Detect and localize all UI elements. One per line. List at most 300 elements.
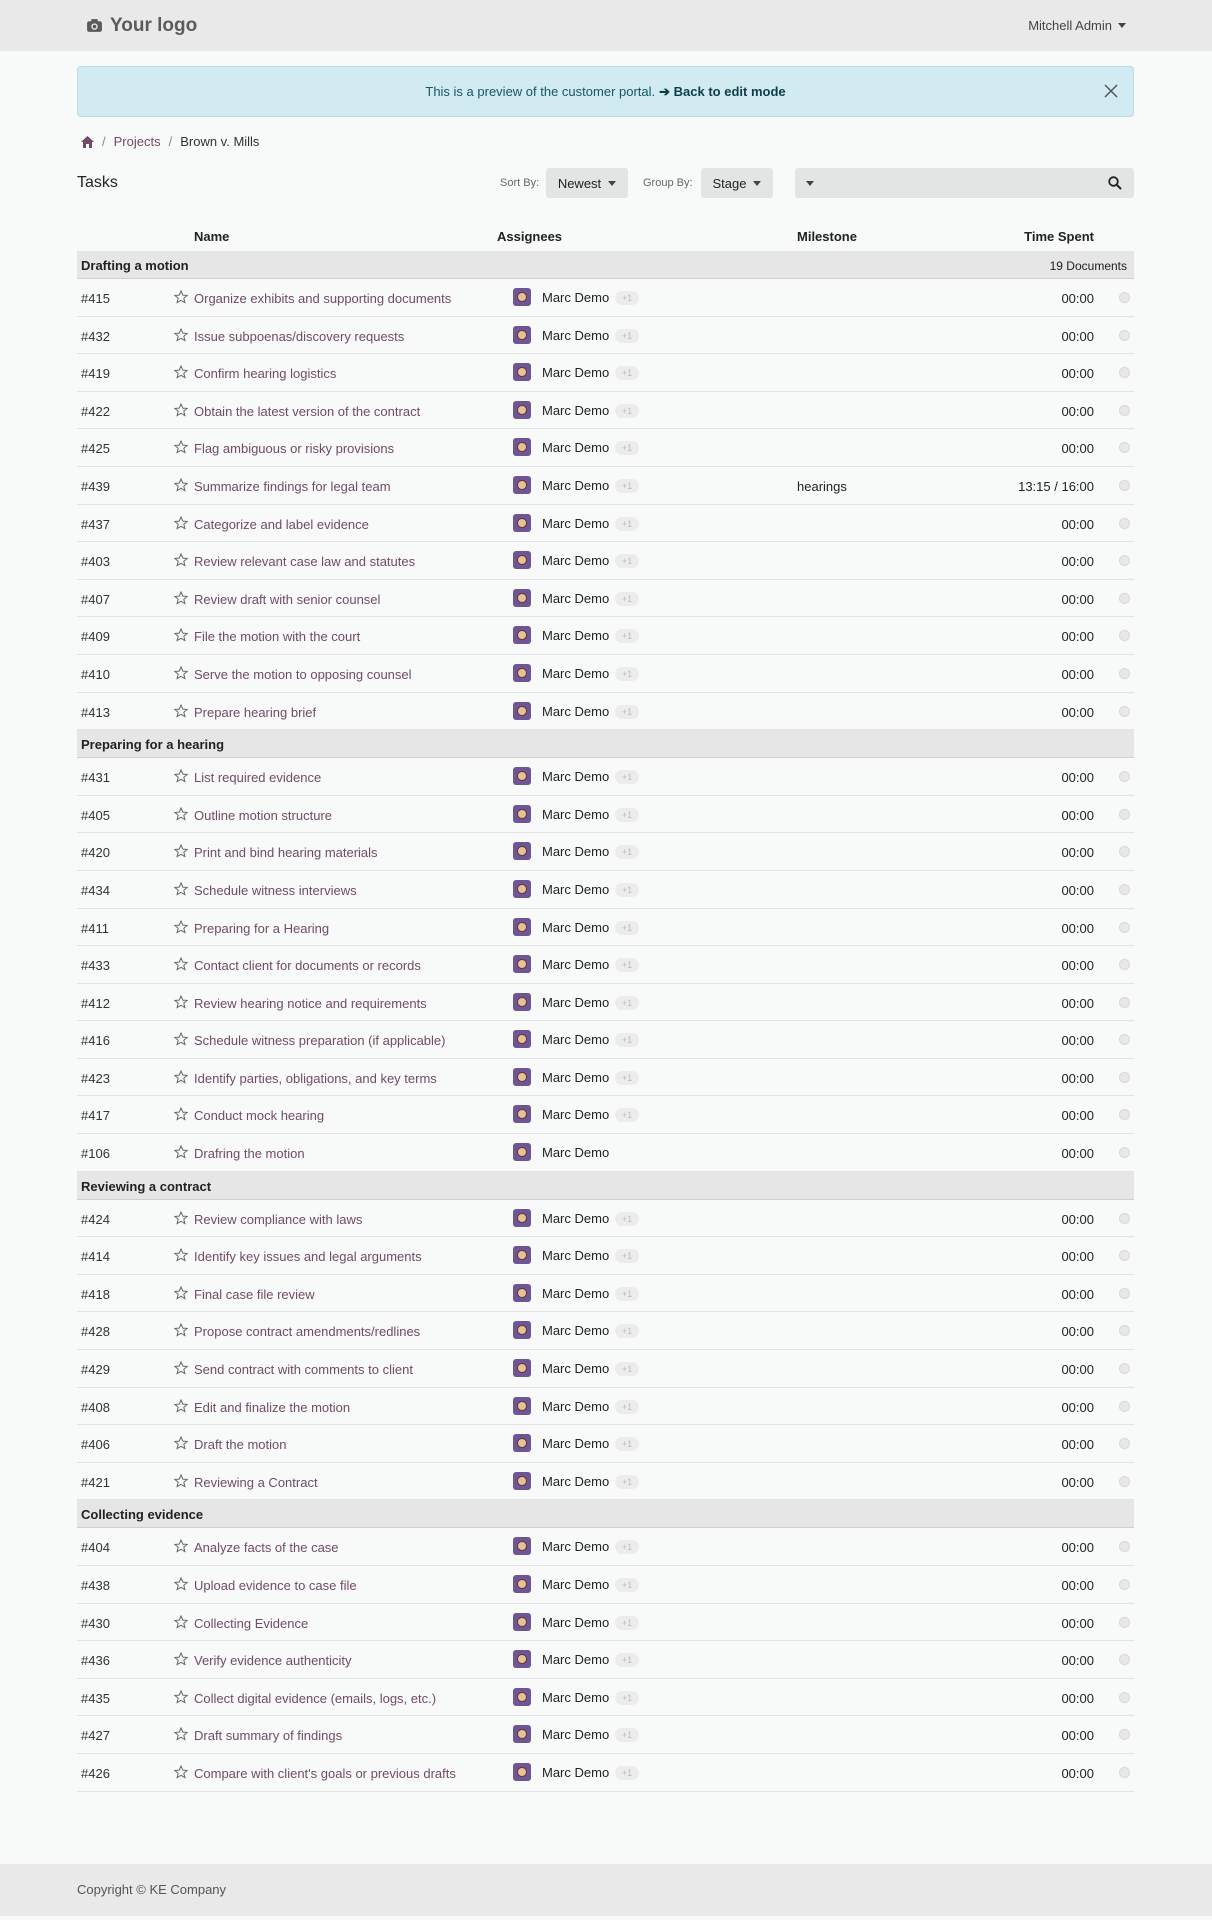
task-name-link[interactable]: Reviewing a Contract [194,1474,318,1490]
status-dot-icon[interactable] [1119,442,1130,453]
column-assignees[interactable]: Assignees [497,229,563,244]
status-dot-icon[interactable] [1119,1692,1130,1703]
table-row[interactable] [77,796,1134,834]
task-name-link[interactable]: Summarize findings for legal team [194,478,391,494]
task-name-link[interactable]: Send contract with comments to client [194,1362,413,1378]
assignee-more-badge[interactable]: +1 [615,808,639,822]
avatar [513,880,531,898]
avatar [513,1537,531,1555]
avatar [513,326,531,344]
assignee-more-badge[interactable]: +1 [615,404,639,418]
avatar [513,842,531,860]
status-dot-icon[interactable] [1119,1541,1130,1552]
assignee-more-badge[interactable]: +1 [615,329,639,343]
table-row[interactable] [77,617,1134,655]
time-spent: 00:00 [1061,1653,1094,1669]
table-row[interactable] [77,1312,1134,1350]
assignee-name: Marc Demo [542,553,610,569]
status-dot-icon[interactable] [1119,809,1130,820]
table-row[interactable] [77,833,1134,871]
star-icon[interactable] [174,1690,188,1704]
table-row[interactable] [77,1679,1134,1717]
star-icon[interactable] [174,1436,188,1450]
user-menu[interactable] [1028,18,1126,33]
status-dot-icon[interactable] [1119,959,1130,970]
star-icon[interactable] [174,1399,188,1413]
search-input[interactable] [795,168,1134,198]
task-name-link[interactable]: Review hearing notice and requirements [194,995,427,1011]
task-ref: #403 [81,554,110,570]
table-row[interactable] [77,1463,1134,1501]
assignee-more-badge[interactable]: +1 [615,629,639,643]
group-header[interactable] [77,1500,1134,1528]
assignee-more-badge[interactable]: +1 [615,1212,639,1226]
table-row[interactable] [77,467,1134,505]
task-name-link[interactable]: Identify parties, obligations, and key terms [194,1070,437,1086]
sort-dropdown[interactable] [546,168,628,198]
status-dot-icon[interactable] [1119,330,1130,341]
table-row[interactable] [77,758,1134,796]
assignee-name: Marc Demo [542,1248,610,1264]
avatar [513,1359,531,1377]
star-icon[interactable] [174,553,188,567]
task-name-link[interactable]: Review relevant case law and statutes [194,554,416,570]
assignee-name: Marc Demo [542,1361,610,1377]
table-header [77,225,1134,251]
task-ref: #425 [81,441,110,457]
table-row[interactable] [77,909,1134,947]
assignee-more-badge[interactable]: +1 [615,441,639,455]
task-name-link[interactable]: Review compliance with laws [194,1211,363,1227]
status-dot-icon[interactable] [1119,1034,1130,1045]
star-icon[interactable] [174,440,188,454]
assignee-more-badge[interactable]: +1 [615,883,639,897]
star-icon[interactable] [174,995,188,1009]
status-dot-icon[interactable] [1119,922,1130,933]
status-dot-icon[interactable] [1119,1579,1130,1590]
table-row[interactable] [77,1275,1134,1313]
star-icon[interactable] [174,1211,188,1225]
table-row[interactable] [77,1134,1134,1172]
status-dot-icon[interactable] [1119,1250,1130,1261]
task-name-link[interactable]: Conduct mock hearing [194,1108,325,1124]
breadcrumb [81,134,259,149]
sort-value: Newest [557,175,602,191]
assignee-name: Marc Demo [542,1145,610,1161]
top-navbar [0,0,1212,51]
star-icon[interactable] [174,1032,188,1046]
status-dot-icon[interactable] [1119,405,1130,416]
star-icon[interactable] [174,1323,188,1337]
avatar [513,476,531,494]
status-dot-icon[interactable] [1119,706,1130,717]
assignee-more-badge[interactable]: +1 [615,921,639,935]
task-name-link[interactable]: Draft summary of findings [194,1728,343,1744]
status-dot-icon[interactable] [1119,1654,1130,1665]
star-icon[interactable] [174,1539,188,1553]
table-row[interactable] [77,1388,1134,1426]
assignee-more-badge[interactable]: +1 [615,1108,639,1122]
table-row[interactable] [77,317,1134,355]
logo-text: Your logo [110,14,198,36]
star-icon[interactable] [174,1577,188,1591]
star-icon[interactable] [174,1070,188,1084]
task-name-link[interactable]: Issue subpoenas/discovery requests [194,328,405,344]
assignee-more-badge[interactable]: +1 [615,1578,639,1592]
task-name-link[interactable]: Schedule witness interviews [194,882,357,898]
assignee-more-badge[interactable]: +1 [615,1653,639,1667]
star-icon[interactable] [174,769,188,783]
avatar [513,1725,531,1743]
assignee-name: Marc Demo [542,844,610,860]
table-row[interactable] [77,1754,1134,1792]
search-icon[interactable] [1108,176,1122,190]
group-name: Collecting evidence [81,1507,204,1523]
task-name-link[interactable]: Draft the motion [194,1437,287,1453]
table-row[interactable] [77,1566,1134,1604]
time-spent: 00:00 [1061,403,1094,419]
task-ref: #408 [81,1399,110,1415]
assignee-more-badge[interactable]: +1 [615,770,639,784]
task-ref: #416 [81,1033,110,1049]
avatar [513,1650,531,1668]
status-dot-icon[interactable] [1119,1325,1130,1336]
avatar [513,1246,531,1264]
back-to-edit-link[interactable]: ➔ Back to edit mode [659,83,786,99]
time-spent: 00:00 [1061,554,1094,570]
assignee-more-badge[interactable]: +1 [615,1400,639,1414]
table-row[interactable] [77,392,1134,430]
table-row[interactable] [77,1604,1134,1642]
status-dot-icon[interactable] [1119,367,1130,378]
status-dot-icon[interactable] [1119,555,1130,566]
group-name: Drafting a motion [81,258,189,273]
star-icon[interactable] [174,1615,188,1629]
star-icon[interactable] [174,882,188,896]
assignee-more-badge[interactable]: +1 [615,1033,639,1047]
status-dot-icon[interactable] [1119,1147,1130,1158]
status-dot-icon[interactable] [1119,1363,1130,1374]
star-icon[interactable] [174,1248,188,1262]
table-row[interactable] [77,946,1134,984]
task-name-link[interactable]: Edit and finalize the motion [194,1399,351,1415]
table-row[interactable] [77,1021,1134,1059]
task-name-link[interactable]: Upload evidence to case file [194,1578,357,1593]
star-icon[interactable] [174,403,188,417]
status-dot-icon[interactable] [1119,1729,1130,1740]
task-name-link[interactable]: Final case file review [194,1286,315,1302]
avatar [513,1284,531,1302]
table-row[interactable] [77,354,1134,392]
close-icon[interactable] [1103,83,1119,99]
task-ref: #423 [81,1070,110,1086]
camera-icon [86,17,103,34]
task-ref: #409 [81,629,110,645]
avatar [513,626,531,644]
assignee-more-badge[interactable]: +1 [615,554,639,568]
assignee-more-badge[interactable]: +1 [615,996,639,1010]
search-filter-caret-icon[interactable] [806,181,814,186]
table-row[interactable] [77,1200,1134,1238]
task-ref: #429 [81,1362,110,1378]
time-spent: 00:00 [1061,807,1094,823]
task-name-link[interactable]: Review draft with senior counsel [194,591,381,607]
table-row[interactable] [77,871,1134,909]
time-spent: 00:00 [1061,770,1094,786]
task-name-link[interactable]: Drafring the motion [194,1146,305,1162]
group-header[interactable] [77,730,1134,758]
avatar [513,1209,531,1227]
task-name-link[interactable]: Propose contract amendments/redlines [194,1324,421,1340]
column-time-spent[interactable]: Time Spent [1024,229,1094,244]
assignee-more-badge[interactable]: +1 [615,1071,639,1085]
star-icon[interactable] [174,1145,188,1159]
time-spent: 00:00 [1061,1399,1094,1415]
avatar [513,1397,531,1415]
assignee-more-badge[interactable]: +1 [615,667,639,681]
status-dot-icon[interactable] [1119,1109,1130,1120]
star-icon[interactable] [174,516,188,530]
avatar [513,1763,531,1781]
task-ref: #434 [81,882,110,898]
time-spent: 00:00 [1061,666,1094,682]
assignee-more-badge[interactable]: +1 [615,1437,639,1451]
table-row[interactable] [77,1350,1134,1388]
table-row[interactable] [77,984,1134,1022]
status-dot-icon[interactable] [1119,518,1130,529]
task-ref: #422 [81,403,110,419]
assignee-name: Marc Demo [542,1727,610,1743]
time-spent: 00:00 [1061,441,1094,457]
assignee-more-badge[interactable]: +1 [615,1691,639,1705]
assignee-name: Marc Demo [542,365,610,381]
task-name-link[interactable]: Compare with client's goals or previous drafts [194,1765,456,1781]
table-row[interactable] [77,1425,1134,1463]
task-ref: #433 [81,958,110,974]
table-row[interactable] [77,505,1134,543]
logo[interactable] [86,15,197,37]
star-icon[interactable] [174,628,188,642]
table-row[interactable] [77,655,1134,693]
assignee-more-badge[interactable]: +1 [615,1287,639,1301]
task-ref: #106 [81,1146,110,1162]
assignee-more-badge[interactable]: +1 [615,1616,639,1630]
table-row[interactable] [77,1096,1134,1134]
copyright-text: Copyright © KE Company [77,1882,227,1897]
task-name-link[interactable]: Obtain the latest version of the contract [194,403,421,419]
task-name-link[interactable]: Organize exhibits and supporting documents [194,291,452,306]
table-row[interactable] [77,1528,1134,1566]
avatar [513,1105,531,1123]
task-name-link[interactable]: Identify key issues and legal arguments [194,1249,422,1265]
assignee-more-badge[interactable]: +1 [615,517,639,531]
assignee-name: Marc Demo [542,327,610,343]
assignee-more-badge[interactable]: +1 [615,1324,639,1338]
assignee-more-badge[interactable]: +1 [615,1540,639,1554]
time-spent: 00:00 [1061,1108,1094,1124]
star-icon[interactable] [174,1474,188,1488]
task-name-link[interactable]: Verify evidence authenticity [194,1653,352,1669]
table-row[interactable] [77,580,1134,618]
group-count: 19 Documents [1049,259,1127,273]
caret-down-icon [753,181,761,186]
user-name: Mitchell Admin [1028,18,1112,33]
status-dot-icon[interactable] [1119,997,1130,1008]
assignee-more-badge[interactable]: +1 [615,958,639,972]
group-header[interactable] [77,251,1134,279]
assignee-more-badge[interactable]: +1 [615,592,639,606]
table-row[interactable] [77,1237,1134,1275]
task-name-link[interactable]: Categorize and label evidence [194,516,369,532]
avatar [513,1613,531,1631]
star-icon[interactable] [174,478,188,492]
assignee-name: Marc Demo [542,1614,610,1630]
assignee-more-badge[interactable]: +1 [615,366,639,380]
table-row[interactable] [77,1716,1134,1754]
task-name-link[interactable]: Analyze facts of the case [194,1540,339,1556]
avatar [513,363,531,381]
time-spent: 00:00 [1061,366,1094,382]
status-dot-icon[interactable] [1119,1617,1130,1628]
assignee-more-badge[interactable]: +1 [615,705,639,719]
task-name-link[interactable]: Schedule witness preparation (if applicable) [194,1033,446,1049]
star-icon[interactable] [174,1727,188,1741]
status-dot-icon[interactable] [1119,668,1130,679]
group-header[interactable] [77,1172,1134,1200]
task-ref: #431 [81,770,110,786]
task-ref: #407 [81,591,110,607]
task-ref: #428 [81,1324,110,1340]
assignee-more-badge[interactable]: +1 [615,291,639,305]
task-name-link[interactable]: Flag ambiguous or risky provisions [194,441,395,457]
time-spent: 00:00 [1061,882,1094,898]
table-row[interactable] [77,1641,1134,1679]
assignee-more-badge[interactable]: +1 [615,479,639,493]
star-icon[interactable] [174,1107,188,1121]
star-icon[interactable] [174,1652,188,1666]
tasks-toolbar [77,168,1134,198]
task-name-link[interactable]: Collecting Evidence [194,1615,309,1631]
preview-alert [77,66,1134,117]
status-dot-icon[interactable] [1119,1288,1130,1299]
task-ref: #421 [81,1474,110,1490]
status-dot-icon[interactable] [1119,884,1130,895]
status-dot-icon[interactable] [1119,846,1130,857]
task-ref: #413 [81,704,110,720]
status-dot-icon[interactable] [1119,1767,1130,1778]
task-name-link[interactable]: Preparing for a Hearing [194,920,330,936]
star-icon[interactable] [174,957,188,971]
column-name[interactable]: Name [194,229,230,244]
star-icon[interactable] [174,807,188,821]
task-name-link[interactable]: Prepare hearing brief [194,704,317,720]
task-ref: #410 [81,666,110,682]
home-icon[interactable] [81,136,94,148]
time-spent: 00:00 [1061,1474,1094,1490]
assignee-more-badge[interactable]: +1 [615,845,639,859]
star-icon[interactable] [174,844,188,858]
status-dot-icon[interactable] [1119,1476,1130,1487]
table-row[interactable] [77,1059,1134,1097]
time-spent: 00:00 [1061,845,1094,861]
star-icon[interactable] [174,1765,188,1779]
group-dropdown[interactable] [701,168,773,198]
assignee-more-badge[interactable]: +1 [615,1475,639,1489]
avatar [513,1143,531,1161]
task-name-link[interactable]: Confirm hearing logistics [194,366,337,382]
task-name-link[interactable]: List required evidence [194,770,322,786]
star-icon[interactable] [174,1286,188,1300]
table-row[interactable] [77,279,1134,317]
assignee-name: Marc Demo [542,919,610,935]
star-icon[interactable] [174,920,188,934]
assignee-more-badge[interactable]: +1 [615,1249,639,1263]
assignee-name: Marc Demo [542,1107,610,1123]
task-name-link[interactable]: Outline motion structure [194,807,333,823]
task-name-link[interactable]: Contact client for documents or records [194,958,421,974]
avatar [513,1030,531,1048]
avatar [513,805,531,823]
assignee-more-badge[interactable]: +1 [615,1728,639,1742]
status-dot-icon[interactable] [1119,630,1130,641]
star-icon[interactable] [174,328,188,342]
status-dot-icon[interactable] [1119,292,1130,303]
milestone: hearings [797,478,847,494]
task-ref: #438 [81,1578,110,1593]
star-icon[interactable] [174,290,188,304]
task-ref: #418 [81,1286,110,1302]
task-ref: #437 [81,516,110,532]
time-spent: 00:00 [1061,1437,1094,1453]
status-dot-icon[interactable] [1119,480,1130,491]
task-ref: #406 [81,1437,110,1453]
status-dot-icon[interactable] [1119,1438,1130,1449]
status-dot-icon[interactable] [1119,1072,1130,1083]
status-dot-icon[interactable] [1119,771,1130,782]
assignee-name: Marc Demo [542,703,610,719]
breadcrumb-separator: / [102,134,106,149]
assignee-name: Marc Demo [542,1398,610,1414]
star-icon[interactable] [174,365,188,379]
column-milestone[interactable]: Milestone [797,229,857,244]
caret-down-icon [1118,23,1126,28]
assignee-name: Marc Demo [542,665,610,681]
task-name-link[interactable]: Serve the motion to opposing counsel [194,666,412,682]
assignee-name: Marc Demo [542,402,610,418]
table-row[interactable] [77,429,1134,467]
assignee-more-badge[interactable]: +1 [615,1362,639,1376]
status-dot-icon[interactable] [1119,593,1130,604]
assignee-name: Marc Demo [542,590,610,606]
breadcrumb-projects[interactable]: Projects [113,134,161,149]
table-row[interactable] [77,542,1134,580]
task-name-link[interactable]: Print and bind hearing materials [194,845,378,861]
status-dot-icon[interactable] [1119,1401,1130,1412]
assignee-more-badge[interactable]: +1 [615,1766,639,1780]
avatar [513,767,531,785]
status-dot-icon[interactable] [1119,1213,1130,1224]
star-icon[interactable] [174,1361,188,1375]
table-row[interactable] [77,693,1134,731]
task-name-link[interactable]: Collect digital evidence (emails, logs, etc.) [194,1690,437,1706]
star-icon[interactable] [174,704,188,718]
time-spent: 00:00 [1061,704,1094,720]
task-ref: #420 [81,845,110,861]
star-icon[interactable] [174,591,188,605]
task-ref: #436 [81,1653,110,1669]
star-icon[interactable] [174,666,188,680]
task-name-link[interactable]: File the motion with the court [194,629,361,645]
